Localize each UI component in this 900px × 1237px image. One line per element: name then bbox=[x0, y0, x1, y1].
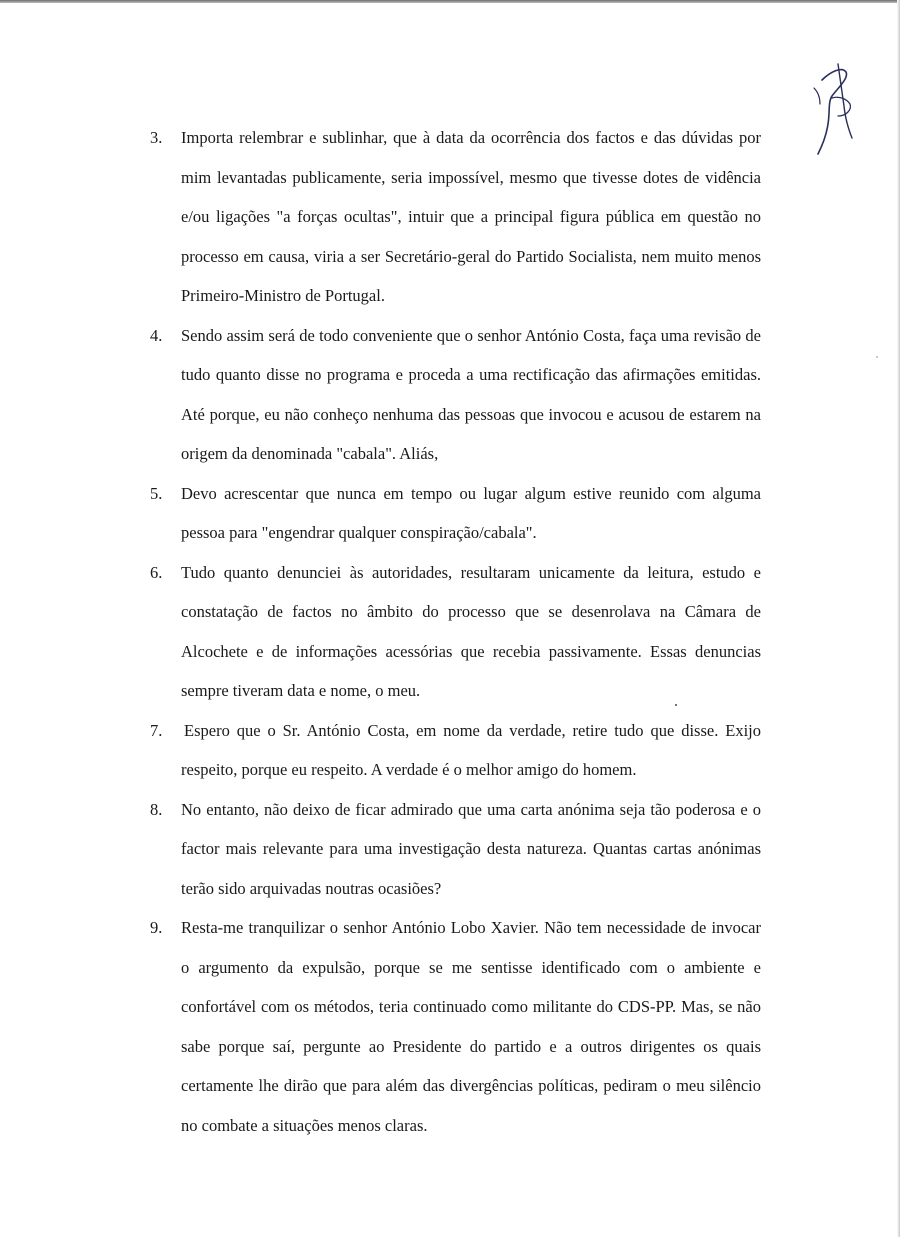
item-number: 4. bbox=[150, 325, 163, 345]
paragraph-text: Tudo quanto denunciei às autoridades, resultaram unicamente da leitura, estudo e constatação de factos no âmbito do processo que se desenrolava na Câmara de Alcochete e de informações acessórias que recebia passivamente. Essas denuncias sempre tiveram data e nome, o meu. bbox=[181, 562, 761, 700]
scan-speck bbox=[675, 704, 677, 706]
paragraph-text: Sendo assim será de todo conveniente que o senhor António Costa, faça uma revisão de tudo quanto disse no programa e proceda a uma rectificação das afirmações emitidas. Até porque, eu não conheço nenhuma das pessoas que invocou e acusou de estarem na origem da denominada "cabala". Aliás, bbox=[181, 325, 761, 463]
item-number: 8. bbox=[150, 799, 163, 819]
item-number: 7. bbox=[150, 720, 163, 740]
scan-top-edge bbox=[0, 0, 900, 3]
item-number: 5. bbox=[150, 483, 163, 503]
paragraph-text: Resta-me tranquilizar o senhor António Lobo Xavier. Não tem necessidade de invocar o argumento da expulsão, porque se me sentisse identificado com o ambiente e confortável com os métodos, teria continuado como militante do CDS-PP. Mas, se não sabe porque saí, pergunte ao Presidente do partido e a outros dirigentes os quais certamente lhe dirão que para além das divergências políticas, pediram o meu silêncio no combate a situações menos claras. bbox=[181, 918, 761, 1135]
item-number: 3. bbox=[150, 128, 163, 147]
paragraph-text: Espero que o Sr. António Costa, em nome da verdade, retire tudo que disse. Exijo respeito, porque eu respeito. A verdade é o melhor amigo do homem. bbox=[181, 720, 761, 779]
list-item bbox=[0, 790, 900, 909]
list-item bbox=[0, 474, 900, 553]
list-item bbox=[0, 553, 900, 711]
list-item bbox=[0, 118, 900, 316]
item-number: 9. bbox=[150, 918, 163, 937]
item-number: 6. bbox=[150, 562, 163, 582]
paragraph-text: Devo acrescentar que nunca em tempo ou lugar algum estive reunido com alguma pessoa para "engendrar qualquer conspiração/cabala". bbox=[181, 483, 761, 542]
list-item bbox=[0, 316, 900, 474]
scan-speck bbox=[876, 356, 878, 358]
list-item bbox=[0, 908, 900, 1145]
paragraph-text: Importa relembrar e sublinhar, que à data da ocorrência dos factos e das dúvidas por mim levantadas publicamente, seria impossível, mesmo que tivesse dotes de vidência e/ou ligações "a forças ocultas", intuir que a principal figura pública em questão no processo em causa, viria a ser Secretário-geral do Partido Socialista, nem muito menos Primeiro-Ministro de Portugal. bbox=[181, 128, 761, 305]
paragraph-text: No entanto, não deixo de ficar admirado que uma carta anónima seja tão poderosa e o factor mais relevante para uma investigação desta natureza. Quantas cartas anónimas terão sido arquivadas noutras ocasiões? bbox=[181, 799, 761, 898]
numbered-paragraph-list bbox=[0, 118, 900, 1145]
list-item bbox=[0, 711, 900, 790]
